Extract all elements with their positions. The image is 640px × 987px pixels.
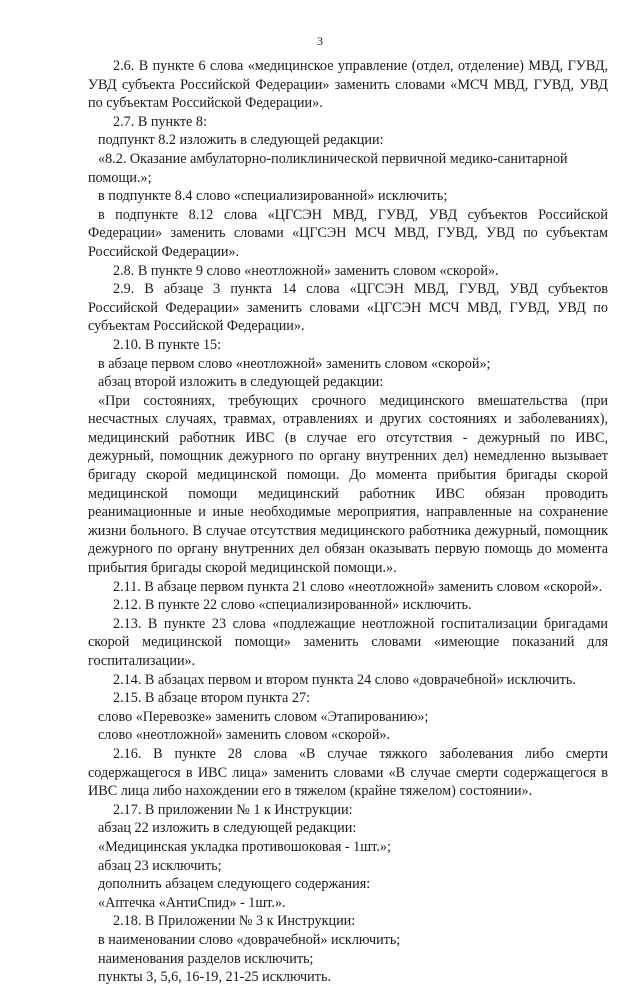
paragraph: подпункт 8.2 изложить в следующей редакции:	[98, 132, 384, 149]
paragraph: в абзаце первом слово «неотложной» заменить словом «скорой»;	[98, 355, 491, 372]
paragraph: дополнить абзацем следующего содержания:	[98, 876, 371, 893]
paragraph: 2.11. В абзаце первом пункта 21 слово «неотложной» заменить словом «скорой».	[113, 578, 603, 595]
paragraph: «При состояниях, требующих срочного медицинского вмешательства (при несчастных случаях, травмах, отравлениях и других состояниях и заболеваниях), медицинский работник ИВС (в случае его отсутствия - дежурный по ИВС, дежурный, помощник дежурного по органу внутренних дел) немедленно вызывает бригаду скорой медицинской помощи. До момента прибытия бригады скорой медицинской помощи медицинский работник ИВС обязан проводить реанимационные и иные необходимые мероприятия, направленные на сохранение жизни больного. В случае отсутствия медицинского работника дежурный, помощник дежурного по органу внутренних дел обязан оказывать первую помощь до момента прибытия бригады скорой медицинской помощи.».	[88, 392, 608, 577]
paragraph: «8.2. Оказание амбулаторно-поликлинической первичной медико-санитарной помощи.»;	[88, 150, 568, 186]
document-body	[88, 57, 608, 987]
paragraph: 2.14. В абзацах первом и втором пункта 24 слово «доврачебной» исключить.	[113, 671, 576, 688]
paragraph: «Аптечка «АнтиСпид» - 1шт.».	[98, 894, 286, 911]
paragraph: 2.6. В пункте 6 слова «медицинское управление (отдел, отделение) МВД, ГУВД, УВД субъекта Российской Федерации» заменить словами «МСЧ МВД, ГУВД, УВД по субъектам Российской Федерации».	[88, 58, 608, 112]
paragraph: пункты 3, 5,6, 16-19, 21-25 исключить.	[98, 969, 331, 986]
paragraph: наименования разделов исключить;	[98, 950, 314, 967]
paragraph: абзац 23 исключить;	[98, 857, 222, 874]
page-number: 3	[317, 34, 323, 48]
paragraph: «Медицинская укладка противошоковая - 1шт.»;	[98, 838, 391, 855]
paragraph: 2.15. В абзаце втором пункта 27:	[113, 690, 311, 707]
paragraph: абзац 22 изложить в следующей редакции:	[98, 820, 357, 837]
paragraph: 2.13. В пункте 23 слова «подлежащие неотложной госпитализации бригадами скорой медицинской помощи» заменить словами «имеющие показаний для госпитализации».	[88, 615, 608, 669]
paragraph: в наименовании слово «доврачебной» исключить;	[98, 931, 401, 948]
paragraph: 2.16. В пункте 28 слова «В случае тяжкого заболевания либо смерти содержащегося в ИВС лица» заменить словами «В случае смерти содержащегося в ИВС лица либо нахождении его в тяжелом (крайне тяжелом) состоянии».	[88, 745, 608, 800]
paragraph: слово «Перевозке» заменить словом «Этапированию»;	[98, 708, 429, 725]
paragraph: 2.18. В Приложении № 3 к Инструкции:	[113, 913, 356, 930]
paragraph: 2.7. В пункте 8:	[113, 113, 207, 130]
paragraph: в подпункте 8.4 слово «специализированной» исключить;	[98, 188, 448, 205]
paragraph: слово «неотложной» заменить словом «скорой».	[98, 727, 391, 744]
paragraph: в подпункте 8.12 слова «ЦГСЭН МВД, ГУВД, УВД субъектов Российской Федерации» заменить словами «ЦГСЭН МСЧ МВД, ГУВД, УВД по субъектам Российской Федерации».	[88, 206, 608, 260]
paragraph: абзац второй изложить в следующей редакции:	[98, 374, 384, 391]
paragraph: 2.12. В пункте 22 слово «специализированной» исключить.	[113, 597, 472, 614]
paragraph: 2.9. В абзаце 3 пункта 14 слова «ЦГСЭН МВД, ГУВД, УВД субъектов Российской Федерации» заменить словами «ЦГСЭН МСЧ МВД, ГУВД, УВД по субъектам Российской Федерации».	[88, 281, 608, 335]
paragraph: 2.17. В приложении № 1 к Инструкции:	[113, 801, 353, 818]
paragraph: 2.10. В пункте 15:	[113, 336, 222, 353]
paragraph: 2.8. В пункте 9 слово «неотложной» заменить словом «скорой».	[113, 262, 499, 279]
